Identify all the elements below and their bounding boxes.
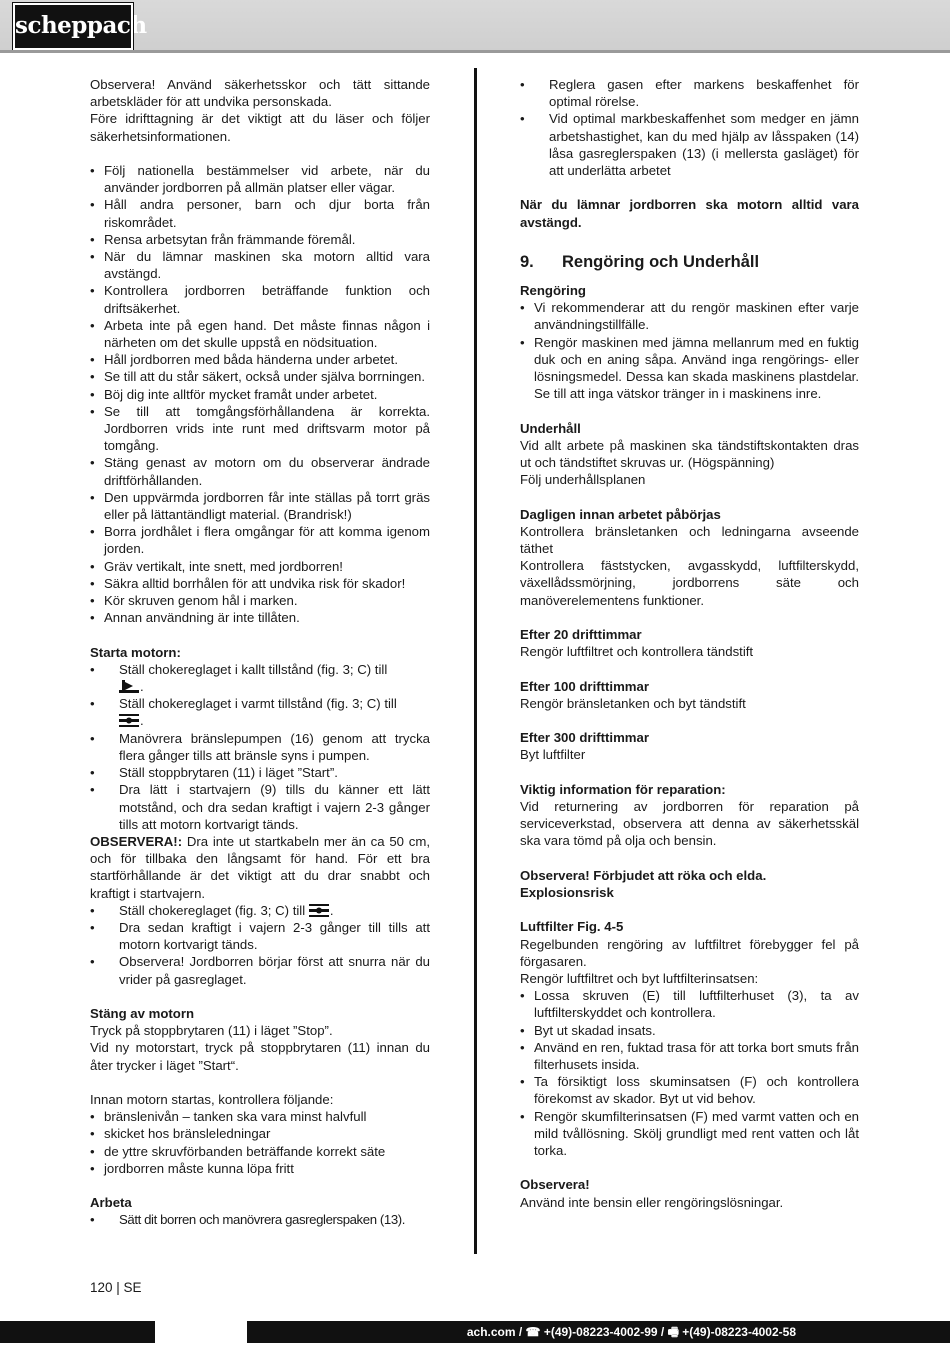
section-heading [520,248,859,282]
list-item: • skicket hos bränsleledningar [90,1125,430,1142]
list-item: • Se till att tomgångsförhållandena är korrekta. Jordborren vrids inte runt med driftsvarm motor på tomgång. [90,403,430,455]
list-item: • Rengör skumfilterinsatsen (F) med varmt vatten och en mild tvållösning. Skölj grundligt med rent vatten och låt torka. [520,1108,859,1160]
hours-300-heading: Efter 300 drifttimmar [520,730,649,746]
check-list [90,1108,430,1177]
hours-300-text: Byt luftfilter [520,747,586,763]
list-item: • Dra sedan kraftigt i vajern 2-3 gånger till tills att motorn kortvarigt tänds. [90,919,430,953]
intro-warning: Observera! Använd säkerhetsskor och tätt sittande arbetskläder för att undvika personskada. [90,77,430,110]
work-heading: Arbeta [90,1195,132,1211]
start-list [90,661,430,833]
page-number: 120 | SE [90,1280,142,1295]
list-item: • Annan användning är inte tillåten. [90,609,430,626]
list-item: • Borra jordhålet i flera omgångar för att komma igenom jorden. [90,523,430,557]
list-item: • Kör skruven genom hål i marken. [90,592,430,609]
section-title: Rengöring och Underhåll [562,253,760,271]
maintenance-text-1: Vid allt arbete på maskinen ska tändstiftskontakten dras ut och tändstiftet skruvas ur. (Högspänning) [520,437,859,471]
repair-heading: Viktig information för reparation: [520,781,726,797]
daily-text-1: Kontrollera bränsletanken och ledningarna avseende täthet [520,523,859,557]
cleaning-heading: Rengöring [520,283,586,298]
list-item: • Stäng genast av motorn om du observerar ändrade driftförhållanden. [90,454,430,488]
start-heading: Starta motorn: [90,644,181,660]
check-intro: Innan motorn startas, kontrollera följande: [90,1091,334,1107]
brand-logo: scheppach [13,3,133,50]
list-item: • Ställ stoppbrytaren (11) i läget ”Start”. [90,764,430,781]
throttle-list [520,76,859,179]
list-item: • Arbeta inte på egen hand. Det måste finnas någon i närheten om det skulle uppstå en nödsituation. [90,317,430,351]
list-item: • Kontrollera jordborren beträffande funktion och driftsäkerhet. [90,282,430,316]
stop-text-1: Tryck på stoppbrytaren (11) i läget ”Stop”. [90,1023,333,1039]
list-item: • Den uppvärmda jordborren får inte ställas på torrt gräs eller på lättantändligt material. (Brandrisk!) [90,489,430,523]
repair-text: Vid returnering av jordborren för reparation på serviceverkstad, observera att denna av säkerhetsskäl ska vara tömd på olja och bensin. [520,799,859,849]
list-item: • Observera! Jordborren börjar först att snurra när du vrider på gasreglaget. [90,953,430,987]
maintenance-text-2: Följ underhållsplanen [520,472,646,488]
list-item: • Håll andra personer, barn och djur borta från riskområdet. [90,196,430,230]
column-divider [474,68,477,1254]
list-item: • bränslenivån – tanken ska vara minst halvfull [90,1108,430,1125]
list-item: • de yttre skruvförbanden beträffande korrekt säte [90,1143,430,1160]
daily-heading: Dagligen innan arbetet påbörjas [520,506,721,522]
filter-text-2: Rengör luftfiltret och byt luftfilterinsatsen: [520,971,759,986]
choke-warm-icon [119,714,139,727]
filter-list [520,987,859,1159]
list-item: • Vid optimal markbeskaffenhet som medger en jämn arbetshastighet, kan du med hjälp av låsspaken (14) låsa gasreglerspaken (13) (i mellersta gasläget) för att underlätta arbetet [520,110,859,179]
list-item: • Vi rekommenderar att du rengör maskinen efter varje användningstillfälle. [520,299,859,333]
list-item: • Sätt dit borren och manövrera gasreglerspaken (13). [90,1211,430,1228]
list-item: • Reglera gasen efter markens beskaffenhet för optimal rörelse. [520,76,859,110]
safety-list [90,162,430,626]
engine-off-note: När du lämnar jordborren ska motorn alltid vara avstängd. [520,197,859,230]
stop-text-2: Vid ny motorstart, tryck på stoppbrytaren (11) innan du åter trycker i läget ”Start“. [90,1040,430,1073]
list-item-text: Ställ chokereglaget (fig. 3; C) till [119,902,306,918]
list-item: • jordborren måste kunna löpa fritt [90,1160,430,1177]
list-item: • Säkra alltid borrhålen för att undvika risk för skador! [90,575,430,592]
list-item: • Ställ chokereglaget i varmt tillstånd (fig. 3; C) till . [90,695,430,729]
list-item: • Följ nationella bestämmelser vid arbete, när du använder jordborren på allmän platser eller vägar. [90,162,430,196]
final-text: Använd inte bensin eller rengöringslösningar. [520,1194,784,1210]
footer-contact: ach.com / ☎ +(49)-08223-4002-99 / 🖷 +(49)-08223-4002-58 [466,1325,796,1339]
choke-warm-icon [309,904,329,917]
hours-100-text: Rengör bränsletanken och byt tändstift [520,695,746,711]
language-code: SE [123,1280,142,1295]
choke-cold-icon [119,680,139,693]
cleaning-list [520,299,859,402]
hours-100-heading: Efter 100 drifttimmar [520,678,649,694]
list-item: • När du lämnar maskinen ska motorn alltid vara avstängd. [90,248,430,282]
start-list-2 [90,902,430,988]
hours-20-heading: Efter 20 drifttimmar [520,627,642,643]
maintenance-heading: Underhåll [520,420,581,436]
intro-read-info: Före idrifttagning är det viktigt att du läser och följer säkerhetsinformationen. [90,111,430,144]
list-item: • Gräv vertikalt, inte snett, med jordborren! [90,558,430,575]
list-item: • Använd en ren, fuktad trasa för att torka bort smuts från filterhusets insida. [520,1039,859,1073]
work-list [90,1211,430,1228]
final-heading: Observera! [520,1177,590,1193]
list-item-text: Ställ chokereglaget i kallt tillstånd (fig. 3; C) till [119,661,388,677]
smoke-warning: Observera! Förbjudet att röka och elda. Explosionsrisk [520,867,767,900]
list-item: • Rengör maskinen med jämna mellanrum med en fuktig duk och en aning såpa. Använd inga rengörings- eller lösningsmedel. Dessa kan skada maskinens plastdelar. Se till att inga vätskor tränger in i maskinens inre. [520,334,859,403]
stop-heading: Stäng av motorn [90,1005,195,1021]
footer-gap [155,1321,247,1343]
list-item-text: Ställ chokereglaget i varmt tillstånd (fig. 3; C) till [119,696,397,712]
page-number-value: 120 [90,1280,113,1295]
filter-text-1: Regelbunden rengöring av luftfiltret förebygger fel på förgasaren. [520,936,859,969]
section-number: 9. [520,253,534,271]
hours-20-text: Rengör luftfiltret och kontrollera tändstift [520,644,754,660]
list-item: • Se till att du står säkert, också under själva borrningen. [90,368,430,385]
list-item: • Ställ chokereglaget (fig. 3; C) till . [90,902,430,919]
daily-text-2: Kontrollera fäststycken, avgasskydd, luftfilterskydd, växellådssmörjning, jordborrens säte och manöverelementens funktioner. [520,558,859,608]
observera-note [90,833,430,902]
left-column [90,76,430,1229]
observera-label: OBSERVERA!: [90,833,183,849]
list-item: • Böj dig inte alltför mycket framåt under arbetet. [90,386,430,403]
list-item: • Ta försiktigt loss skuminsatsen (F) och kontrollera förekomst av skador. Byt ut vid behov. [520,1073,859,1107]
page-header [0,0,950,50]
list-item: • Rensa arbetsytan från främmande föremål. [90,231,430,248]
header-rule [0,50,950,53]
list-item: • Byt ut skadad insats. [520,1022,859,1039]
observera-text: Dra inte ut startkabeln mer än ca 50 cm, och för tillbaka den långsamt för hand. För ett bra startförhållande är det viktigt att du drar snabbt och kraftigt i startvajern. [90,833,430,901]
list-item: • Manövrera bränslepumpen (16) genom att trycka flera gånger tills att bränsle syns i pumpen. [90,730,430,764]
right-column [520,76,859,1211]
list-item: • Lossa skruven (E) till luftfilterhuset (3), ta av luftfilterskyddet och kontrollera. [520,987,859,1021]
list-item: • Ställ chokereglaget i kallt tillstånd (fig. 3; C) till . [90,661,430,695]
list-item: • Dra lätt i startvajern (9) tills du känner ett lätt motstånd, och dra sedan kraftigt i vajern 2-3 gånger tills att motorn kortvarigt tänds. [90,781,430,833]
list-item: • Håll jordborren med båda händerna under arbetet. [90,351,430,368]
filter-heading: Luftfilter Fig. 4-5 [520,919,624,935]
